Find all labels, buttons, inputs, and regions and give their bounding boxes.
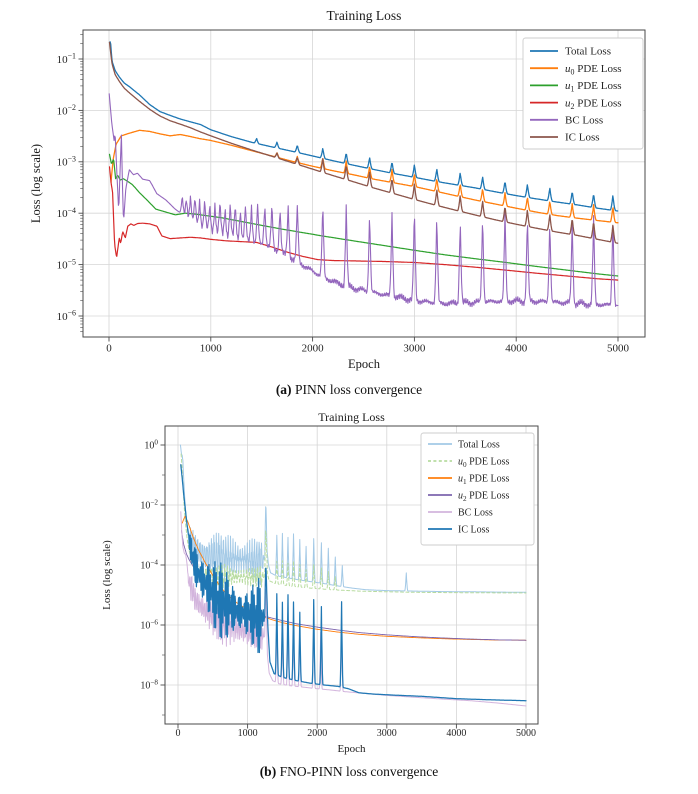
caption-a [0,382,698,402]
series-u-1-pde-loss [110,154,618,276]
x-tick-label: 1000 [199,342,222,355]
y-tick-label: $10^{-4}$ [140,558,158,572]
x-tick-label: 5000 [607,342,629,355]
legend-label-bc-loss: BC Loss [565,114,604,127]
y-tick-label: $10^0$ [144,438,158,452]
chart-title: Training Loss [318,410,385,424]
y-tick-label: $10^{-4}$ [56,205,76,221]
figure-b [0,408,698,784]
legend-label-ic-loss: IC Loss [565,131,600,144]
pinn-loss-chart [0,0,698,376]
caption-b [0,764,698,784]
x-tick-label: 4000 [446,728,467,739]
legend [421,433,534,545]
legend-label-total-loss: Total Loss [565,45,611,58]
x-tick-label: 2000 [301,342,324,355]
legend-label-u-2-pde-loss: $u_2$ PDE Loss [565,97,622,111]
legend [523,38,643,149]
legend-label-u-1-pde-loss: $u_1$ PDE Loss [565,80,622,94]
chart-title: Training Loss [326,8,402,23]
y-tick-label: $10^{-1}$ [56,51,76,66]
legend-label-u-2-pde-loss: $u_2$ PDE Loss [458,490,510,503]
x-tick-label: 0 [175,728,181,739]
y-tick-label: $10^{-6}$ [140,618,158,632]
caption-b-text: FNO-PINN loss convergence [279,764,439,779]
legend-label-u-1-pde-loss: $u_1$ PDE Loss [458,473,510,486]
series-u-2-pde-loss [110,167,618,280]
y-tick-label: $10^{-5}$ [56,257,76,272]
x-tick-label: 1000 [237,728,258,739]
caption-a-text: PINN loss convergence [294,382,423,397]
y-tick-label: $10^{-6}$ [56,308,76,323]
x-tick-label: 0 [106,342,112,355]
legend-label-bc-loss: BC Loss [458,507,493,519]
x-tick-label: 4000 [505,342,528,355]
y-tick-label: $10^{-2}$ [140,498,158,512]
y-axis-label: Loss (log scale) [101,540,113,610]
fno-pinn-loss-chart [0,408,698,760]
legend-label-total-loss: Total Loss [458,439,500,451]
y-tick-label: $10^{-8}$ [140,678,158,692]
y-tick-label: $10^{-2}$ [56,103,76,118]
legend-label-u-0-pde-loss: $u_0$ PDE Loss [565,62,622,77]
legend-label-u-0-pde-loss: $u_0$ PDE Loss [458,456,510,469]
y-axis-label: Loss (log scale) [29,143,43,224]
x-tick-label: 5000 [516,728,536,739]
y-tick-label: $10^{-3}$ [56,154,76,169]
x-tick-label: 2000 [307,728,328,739]
x-tick-label: 3000 [376,728,397,739]
caption-b-label: (b) [259,764,277,779]
x-axis-label: Epoch [337,743,366,755]
x-tick-label: 3000 [403,342,426,355]
legend-label-ic-loss: IC Loss [458,524,490,536]
x-axis-label: Epoch [348,357,380,371]
caption-a-label: (a) [275,382,292,397]
